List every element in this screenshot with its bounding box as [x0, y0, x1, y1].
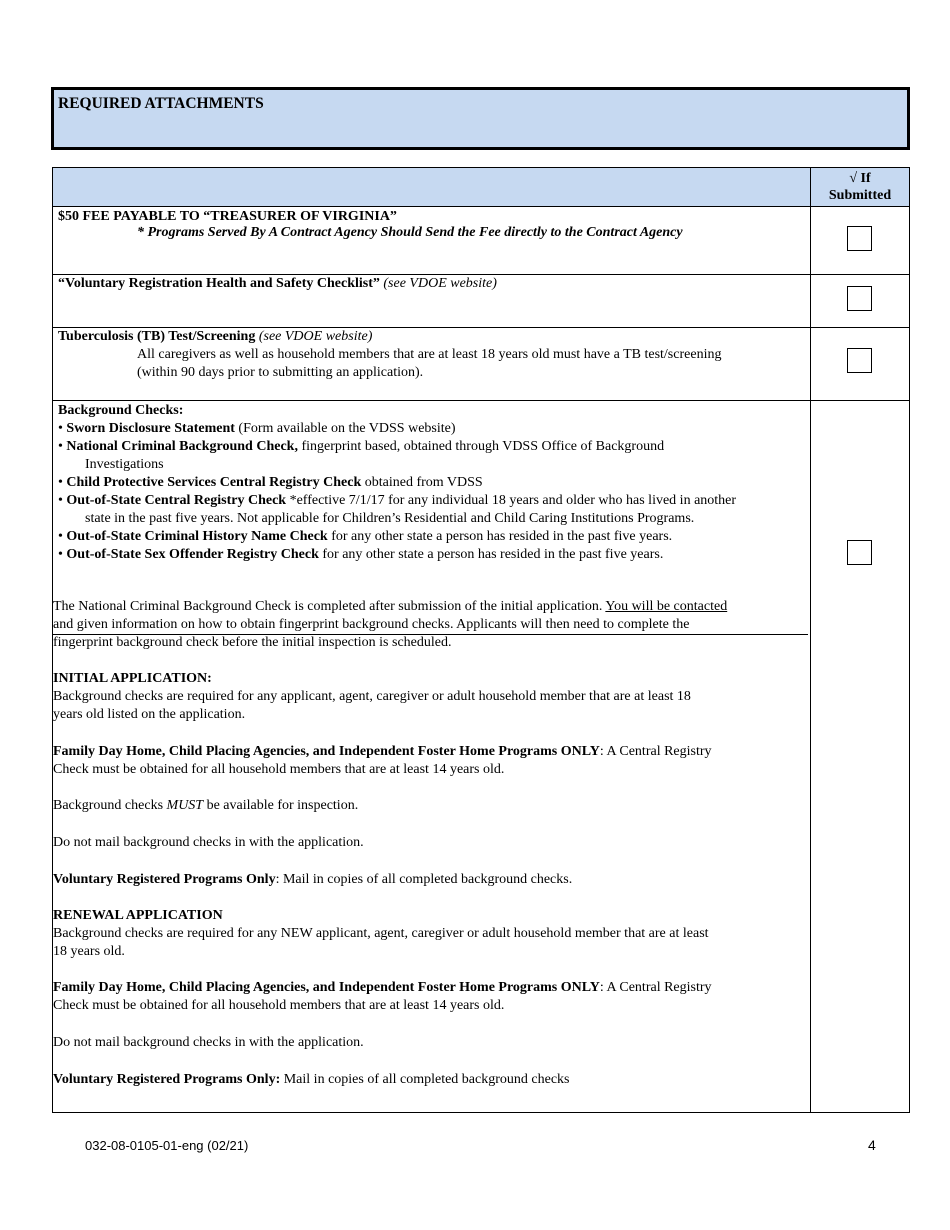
checklist-row-text — [58, 275, 497, 293]
bg-submitted-checkbox[interactable] — [847, 540, 872, 565]
bg-item-oos-sex-offender: • Out-of-State Sex Offender Registry Check for any other state a person has resided in the past five years. — [58, 547, 664, 562]
row-divider — [53, 206, 909, 207]
bg-item-sworn: • Sworn Disclosure Statement (Form available on the VDSS website) — [58, 421, 456, 436]
bg-title: Background Checks: — [58, 403, 184, 418]
no-mail-note-2: Do not mail background checks in with the application. — [53, 1035, 364, 1050]
fdh2-note-line2: Check must be obtained for all household members that are at least 14 years old. — [53, 998, 505, 1013]
tb-line1: All caregivers as well as household members that are at least 18 years old must have a TB test/screening — [137, 347, 722, 362]
national-note-line1: The National Criminal Background Check is completed after submission of the initial application. You will be contacted — [53, 599, 728, 614]
no-mail-note: Do not mail background checks in with the application. — [53, 835, 364, 850]
voluntary-note-2: Voluntary Registered Programs Only: Mail in copies of all completed background checks — [53, 1072, 570, 1087]
renewal-application-title: RENEWAL APPLICATION — [53, 908, 223, 923]
national-note-line3: fingerprint background check before the initial inspection is scheduled. — [53, 635, 452, 650]
tb-ref: (see VDOE website) — [258, 329, 373, 344]
table-header-row — [53, 168, 909, 206]
fee-submitted-checkbox[interactable] — [847, 226, 872, 251]
initial-line1: Background checks are required for any applicant, agent, caregiver or adult household member that are at least 18 — [53, 689, 691, 704]
renewal-line2: 18 years old. — [53, 944, 125, 959]
fee-title: $50 FEE PAYABLE TO “TREASURER OF VIRGINIA” — [58, 209, 397, 224]
required-attachments-header — [51, 87, 910, 150]
fdh-note-line2: Check must be obtained for all household members that are at least 14 years old. — [53, 762, 505, 777]
submitted-header-line2: Submitted — [828, 188, 892, 203]
voluntary-note: Voluntary Registered Programs Only: Mail in copies of all completed background checks. — [53, 872, 573, 887]
section-title: REQUIRED ATTACHMENTS — [58, 95, 264, 112]
attachments-table — [52, 167, 910, 1113]
renewal-line1: Background checks are required for any NEW applicant, agent, caregiver or adult household member that are at least — [53, 926, 709, 941]
bg-item-cps: • Child Protective Services Central Registry Check obtained from VDSS — [58, 475, 483, 490]
initial-line2: years old listed on the application. — [53, 707, 246, 722]
fdh2-note-line1: Family Day Home, Child Placing Agencies, and Independent Foster Home Programs ONLY: A Central Registry — [53, 980, 712, 995]
must-note: Background checks MUST be available for inspection. — [53, 798, 359, 813]
tb-line2: (within 90 days prior to submitting an application). — [137, 365, 424, 380]
row-divider — [53, 400, 909, 401]
national-note-line2: and given information on how to obtain fingerprint background checks. Applicants will then need to complete the — [53, 617, 690, 632]
submitted-column-header — [811, 170, 909, 204]
form-code: 032-08-0105-01-eng (02/21) — [85, 1138, 249, 1153]
page-number: 4 — [868, 1137, 876, 1153]
checklist-title: “Voluntary Registration Health and Safety Checklist” — [58, 276, 380, 291]
fee-note: * Programs Served By A Contract Agency Should Send the Fee directly to the Contract Agency — [137, 225, 683, 240]
bg-item-national: • National Criminal Background Check, fingerprint based, obtained through VDSS Office of Background — [58, 439, 665, 454]
fdh-note-line1: Family Day Home, Child Placing Agencies, and Independent Foster Home Programs ONLY: A Central Registry — [53, 744, 712, 759]
tb-title: Tuberculosis (TB) Test/Screening — [58, 329, 256, 344]
bg-item-national-cont: Investigations — [85, 457, 164, 472]
initial-application-title: INITIAL APPLICATION: — [53, 671, 212, 686]
submitted-header-line1: √ If — [849, 171, 871, 186]
bg-item-oos-central-cont: state in the past five years. Not applicable for Children’s Residential and Child Caring Institutions Programs. — [85, 511, 695, 526]
tb-submitted-checkbox[interactable] — [847, 348, 872, 373]
bg-item-oos-central: • Out-of-State Central Registry Check *effective 7/1/17 for any individual 18 years and older who has lived in another — [58, 493, 737, 508]
checklist-ref: (see VDOE website) — [383, 276, 497, 291]
column-divider — [810, 168, 811, 1112]
tb-row-title — [58, 328, 372, 346]
checklist-submitted-checkbox[interactable] — [847, 286, 872, 311]
bg-item-oos-criminal: • Out-of-State Criminal History Name Check for any other state a person has resided in the past five years. — [58, 529, 673, 544]
